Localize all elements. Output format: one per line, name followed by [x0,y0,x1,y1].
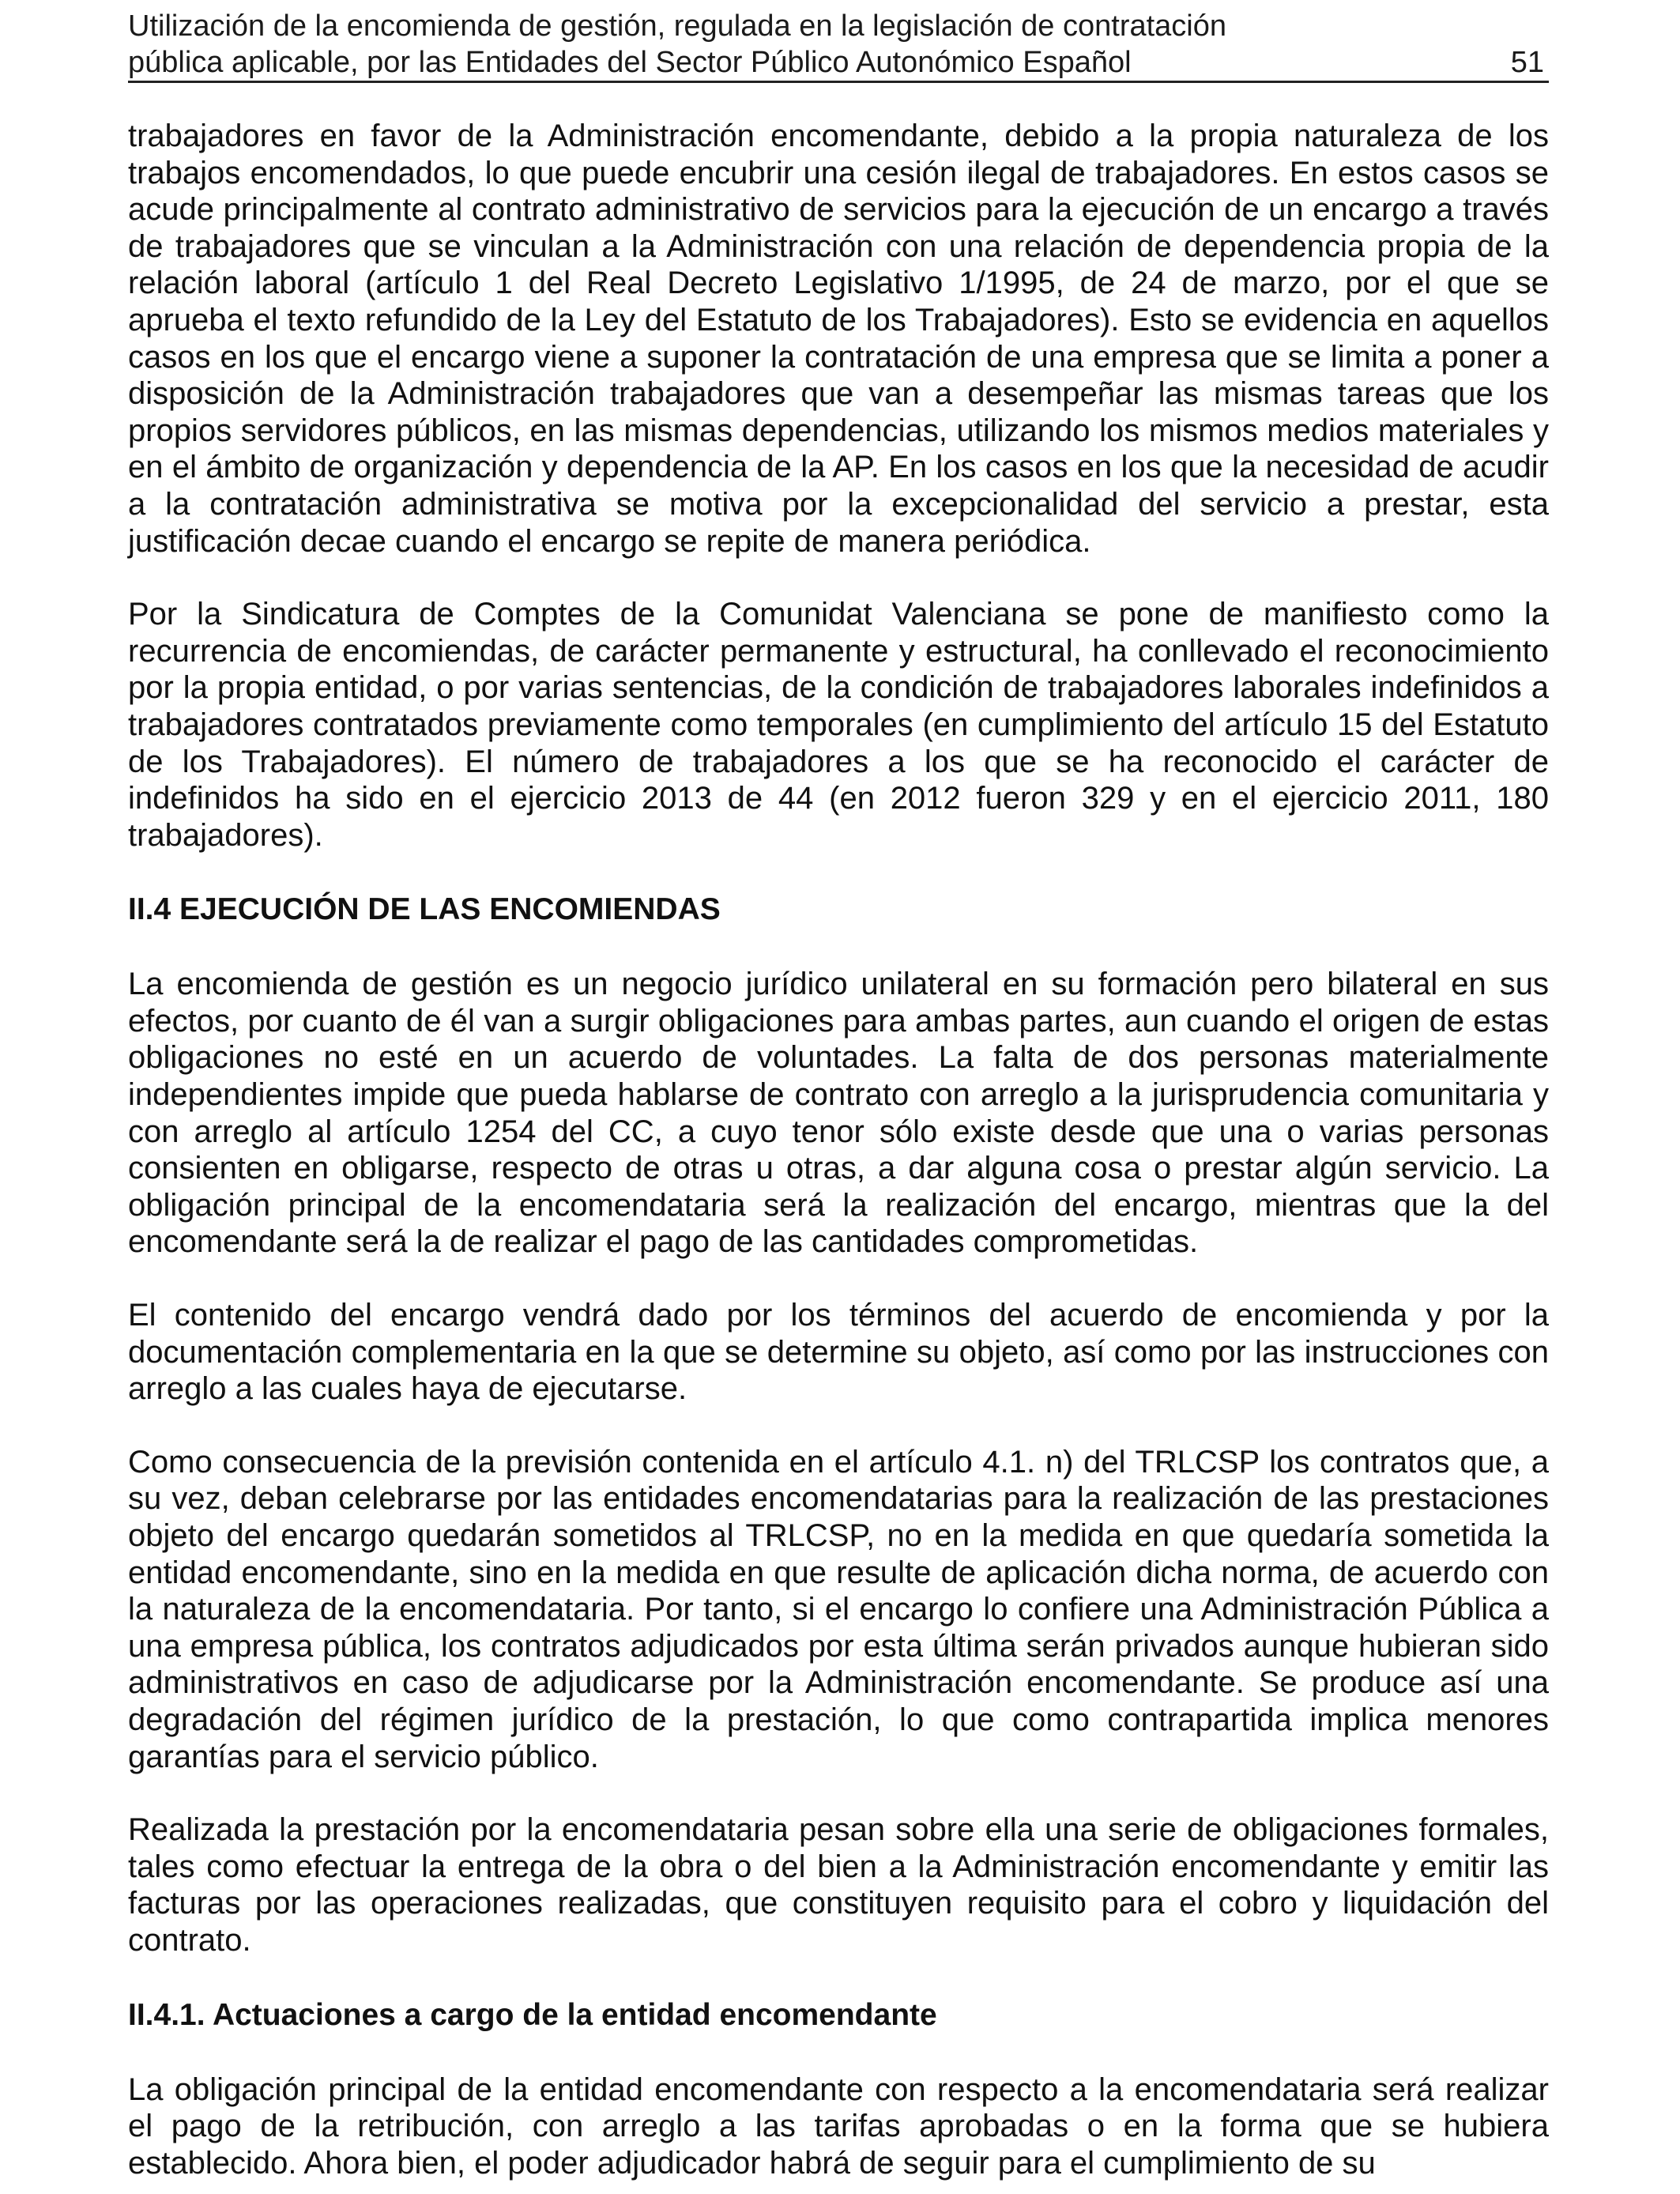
body-paragraph-4: El contenido del encargo vendrá dado por los términos del acuerdo de encomienda y por la documentación complementaria en la que se determine su objeto, así como por las instrucciones con arreglo a las cuales haya de ejecutarse. [128,1298,1549,1407]
body-paragraph-3: La encomienda de gestión es un negocio jurídico unilateral en su formación pero bilateral en sus efectos, por cuanto de él van a surgir obligaciones para ambas partes, aun cuando el origen de estas obligaciones no esté en un acuerdo de voluntades. La falta de dos personas materialmente independientes impide que pueda hablarse de contrato con arreglo a la jurisprudencia comunitaria y con arreglo al artículo 1254 del CC, a cuyo tenor sólo existe desde que una o varias personas consienten en obligarse, respecto de otras u otras, a dar alguna cosa o prestar algún servicio. La obligación principal de la encomendataria será la realización del encargo, mientras que la del encomendante será la de realizar el pago de las cantidades comprometidas. [128,967,1549,1260]
body-paragraph-6: Realizada la prestación por la encomendataria pesan sobre ella una serie de obligaciones formales, tales como efectuar la entrega de la obra o del bien a la Administración encomendante y emitir las facturas por las operaciones realizadas, que constituyen requisito para el cobro y liquidación del contrato. [128,1812,1549,1958]
section-heading: II.4 EJECUCIÓN DE LAS ENCOMIENDAS [128,892,721,927]
subsection-heading: II.4.1. Actuaciones a cargo de la entidad encomendante [128,1997,937,2032]
page-body [128,83,1549,2181]
running-header [128,0,1549,83]
document-page [128,0,1549,2181]
header-title-line-2: pública aplicable, por las Entidades del Sector Público Autonómico Español [128,46,1132,79]
body-paragraph-2: Por la Sindicatura de Comptes de la Comunidat Valenciana se pone de manifiesto como la recurrencia de encomiendas, de carácter permanente y estructural, ha conllevado el reconocimiento por la propia entidad, o por varias sentencias, de la condición de trabajadores laborales indefinidos a trabajadores contratados previamente como temporales (en cumplimiento del artículo 15 del Estatuto de los Trabajadores). El número de trabajadores a los que se ha reconocido el carácter de indefinidos ha sido en el ejercicio 2013 de 44 (en 2012 fueron 329 y en el ejercicio 2011, 180 trabajadores). [128,597,1549,853]
page-number: 51 [1510,46,1544,79]
body-paragraph-7: La obligación principal de la entidad encomendante con respecto a la encomendataria será realizar el pago de la retribución, con arreglo a las tarifas aprobadas o en la forma que se hubiera establecido. Ahora bien, el poder adjudicador habrá de seguir para el cumplimiento de su [128,2071,1549,2181]
body-paragraph-5: Como consecuencia de la previsión contenida en el artículo 4.1. n) del TRLCSP los contratos que, a su vez, deban celebrarse por las entidades encomendatarias para la realización de las prestaciones objeto del encargo quedarán sometidos al TRLCSP, no en la medida en que quedaría sometida la entidad encomendante, sino en la medida en que resulte de aplicación dicha norma, de acuerdo con la naturaleza de la encomendataria. Por tanto, si el encargo lo confiere una Administración Pública a una empresa pública, los contratos adjudicados por esta última serán privados aunque hubieran sido administrativos en caso de adjudicarse por la Administración encomendante. Se produce así una degradación del régimen jurídico de la prestación, lo que como contrapartida implica menores garantías para el servicio público. [128,1444,1549,1774]
header-title-line-1: Utilización de la encomienda de gestión, regulada en la legislación de contratación [128,9,1227,43]
body-paragraph-1: trabajadores en favor de la Administración encomendante, debido a la propia naturaleza de los trabajos encomendados, lo que puede encubrir una cesión ilegal de trabajadores. En estos casos se acude principalmente al contrato administrativo de servicios para la ejecución de un encargo a través de trabajadores que se vinculan a la Administración con una relación de dependencia propia de la relación laboral (artículo 1 del Real Decreto Legislativo 1/1995, de 24 de marzo, por el que se aprueba el texto refundido de la Ley del Estatuto de los Trabajadores). Esto se evidencia en aquellos casos en los que el encargo viene a suponer la contratación de una empresa que se limita a poner a disposición de la Administración trabajadores que van a desempeñar las mismas tareas que los propios servidores públicos, en las mismas dependencias, utilizando los mismos medios materiales y en el ámbito de organización y dependencia de la AP. En los casos en los que la necesidad de acudir a la contratación administrativa se motiva por la excepcionalidad del servicio a prestar, esta justificación decae cuando el encargo se repite de manera periódica. [128,119,1549,559]
header-title [128,8,1392,81]
